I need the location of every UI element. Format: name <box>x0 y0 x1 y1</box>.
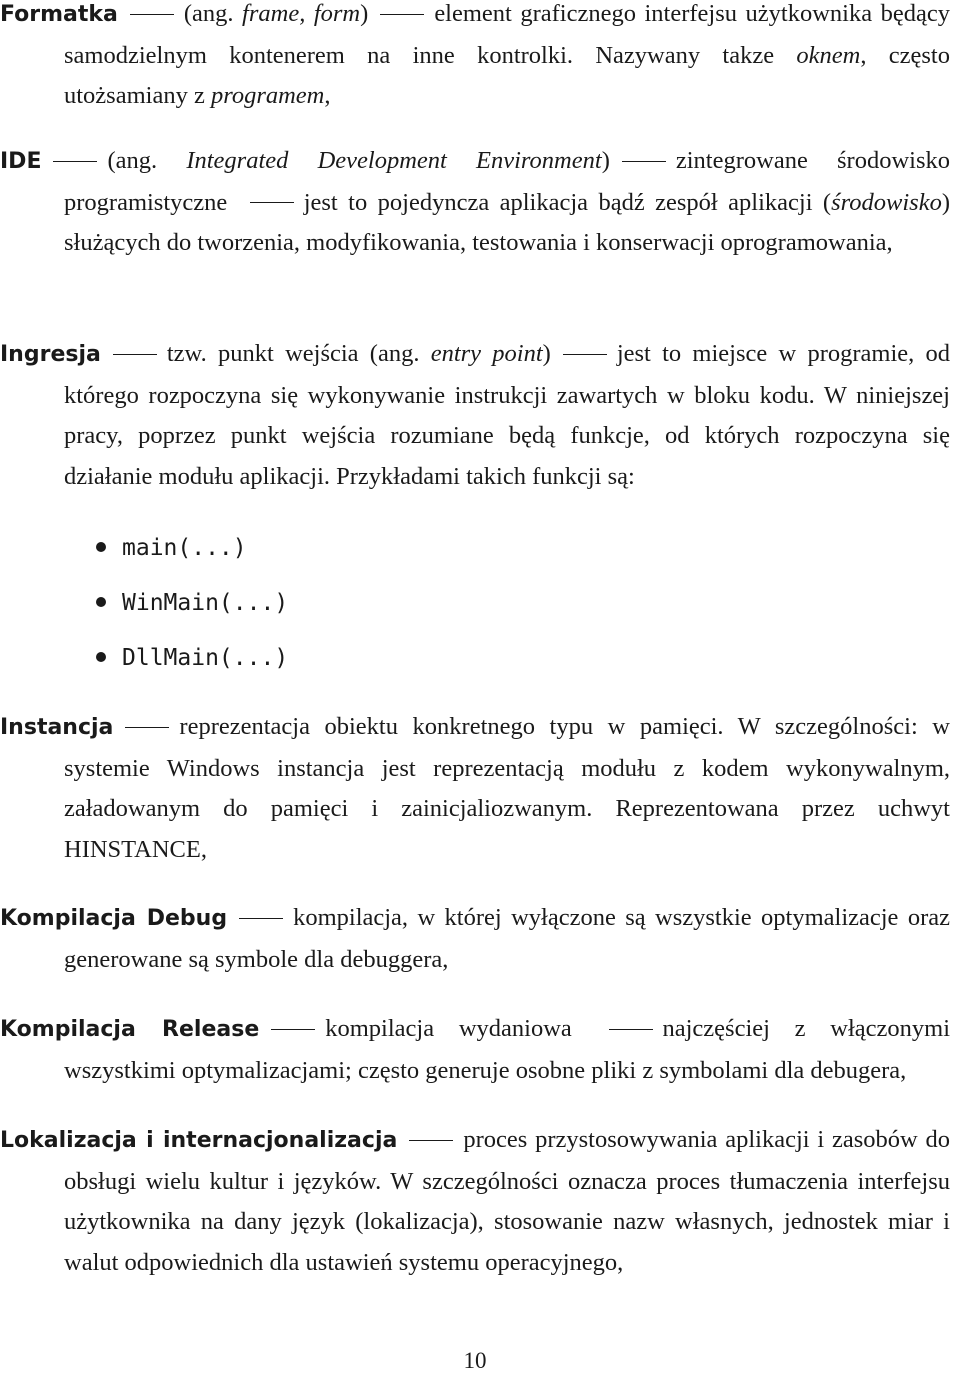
em-dash <box>271 1029 315 1030</box>
definition-text: ) <box>360 0 369 27</box>
definition-text: (ang. <box>107 147 187 174</box>
glossary-entry-formatka <box>0 0 950 117</box>
definition-text: zintegrowane środowisko programistyczne <box>64 147 950 216</box>
em-dash <box>622 161 666 162</box>
em-dash <box>113 354 157 355</box>
glossary-term: Instancja <box>0 715 114 740</box>
definition-text: ) <box>601 147 610 174</box>
definition-text: jest to miejsce w programie, od którego rozpoczyna się wykonywanie instrukcji zawartych w bloku kodu. W niniejszej pracy, poprzez punkt wejścia rozumiane będą funkcje, od których rozpoczyna się działanie modułu aplikacji. Przykładami takich funkcji są: <box>64 340 950 490</box>
entry-point-function: WinMain(...) <box>122 590 289 616</box>
glossary-term: Formatka <box>0 2 118 27</box>
glossary-term: IDE <box>0 149 42 174</box>
bullet-icon <box>96 652 106 662</box>
glossary-term: Kompilacja Debug <box>0 906 228 931</box>
em-dash <box>409 1140 453 1141</box>
definition-text: kompilacja wydaniowa <box>325 1015 597 1042</box>
bullet-icon <box>96 542 106 552</box>
glossary-entry-lokalizacja <box>0 1120 950 1283</box>
definition-text: element graficznego interfejsu użytkownika będący samodzielnym kontenerem na inne kontrolki. Nazywany takze <box>64 0 950 69</box>
entry-paragraph <box>0 1120 950 1283</box>
definition-text: kompilacja, w której wyłączone są wszystkie optymalizacje oraz generowane są symbole dla debuggera, <box>64 904 950 973</box>
definition-text: ) służących do tworzenia, modyfikowania, testowania i konserwacji oprogramowania, <box>64 188 950 256</box>
definition-text: , często utożsamiany z <box>64 41 950 109</box>
glossary-entry-ide <box>0 141 950 264</box>
em-dash <box>563 354 607 355</box>
glossary-term: Kompilacja Release <box>0 1017 260 1042</box>
em-dash <box>250 202 294 203</box>
glossary-term: Ingresja <box>0 342 101 367</box>
italic-text: środowisko <box>831 188 942 216</box>
page-number: 10 <box>463 1348 487 1373</box>
bullet-icon <box>96 597 106 607</box>
italic-text: frame, form <box>242 0 361 27</box>
list-item <box>96 528 288 583</box>
definition-text: ) <box>542 340 551 367</box>
italic-text: programem <box>210 82 325 109</box>
entry-paragraph <box>0 334 950 497</box>
entry-paragraph <box>0 0 950 117</box>
definition-text: proces przystosowywania aplikacji i zasobów do obsługi wielu kultur i języków. W szczególności oznacza proces tłumaczenia interfejsu użytkownika na dany język (lokalizacja), stosowanie nazw własnych, jednostek miar i walut odpowiednich dla ustawień systemu operacyjnego, <box>64 1126 950 1276</box>
entry-point-list <box>96 528 288 693</box>
em-dash <box>130 14 174 15</box>
em-dash <box>609 1029 653 1030</box>
entry-paragraph <box>0 141 950 264</box>
glossary-term: Lokalizacja i internacjonalizacja <box>0 1128 398 1153</box>
definition-text: tzw. punkt wejścia (ang. <box>166 340 431 367</box>
entry-point-function: main(...) <box>122 535 247 561</box>
italic-text: Integrated Development Environment <box>186 147 602 174</box>
list-item <box>96 583 288 638</box>
em-dash <box>380 14 424 15</box>
em-dash <box>125 727 169 728</box>
em-dash <box>53 161 97 162</box>
glossary-entry-kompilacja-debug <box>0 898 950 980</box>
definition-text: jest to pojedyncza aplikacja bądź zespół aplikacji ( <box>303 188 832 216</box>
glossary-entry-kompilacja-release <box>0 1009 950 1091</box>
entry-paragraph <box>0 1009 950 1091</box>
definition-text: najczęściej z włączonymi wszystkimi optymalizacjami; często generuje osobne pliki z symbolami dla debugera, <box>64 1015 951 1084</box>
definition-text: (ang. <box>183 0 243 27</box>
entry-paragraph <box>0 707 950 870</box>
italic-text: oknem <box>796 41 861 69</box>
list-item <box>96 638 288 693</box>
em-dash <box>239 918 283 919</box>
glossary-entry-ingresja <box>0 334 950 497</box>
definition-text: , <box>324 82 331 109</box>
entry-point-function: DllMain(...) <box>122 645 289 671</box>
entry-paragraph <box>0 898 950 980</box>
glossary-entry-instancja <box>0 707 950 870</box>
italic-text: entry point <box>430 340 543 367</box>
definition-text: reprezentacja obiektu konkretnego typu w pamięci. W szczególności: w systemie Windows instancja jest reprezentacją modułu z kodem wykonywalnym, załadowanym do pamięci i zainicjaliozwanym. Reprezentowana przez uchwyt HINSTANCE, <box>64 713 950 863</box>
